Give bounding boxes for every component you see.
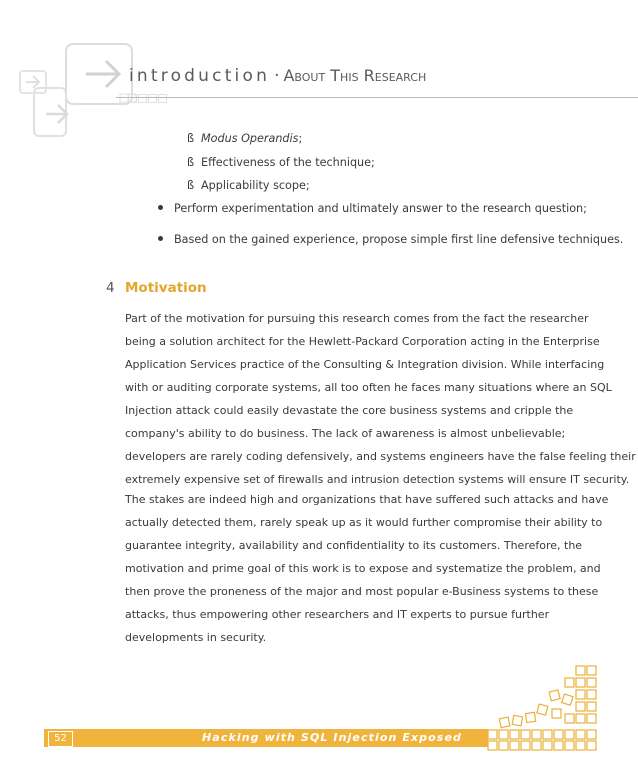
paragraph-line: Application Services practice of the Consulting & Integration division. While interfacing	[125, 358, 605, 371]
paragraph-line: The stakes are indeed high and organizations that have suffered such attacks and have	[125, 493, 609, 506]
paragraph-line: attacks, thus empowering other researchers and IT experts to pursue further	[125, 608, 550, 621]
section-title: Motivation	[125, 280, 207, 296]
header-section: introduction	[129, 66, 271, 86]
arrow-boxes-decoration	[18, 38, 138, 138]
paragraph-line: guarantee integrity, availability and confidentiality to its customers. Therefore, the	[125, 539, 583, 552]
sub-item-marker: ß	[187, 156, 195, 169]
paragraph	[125, 307, 636, 491]
sub-item-marker: ß	[187, 179, 195, 192]
page-number: 52	[48, 731, 73, 747]
paragraph	[125, 488, 609, 649]
header-rule	[116, 97, 638, 98]
bullet-text: Based on the gained experience, propose simple first line defensive techniques.	[174, 233, 624, 246]
sub-item-text: Modus Operandis	[201, 132, 299, 145]
paragraph-line: developers are rarely coding defensively, and systems engineers have the false feeling their	[125, 450, 636, 463]
paragraph-line: then prove the proneness of the major and most popular e-Business systems to these	[125, 585, 599, 598]
paragraph-line: Part of the motivation for pursuing this research comes from the fact the researcher	[125, 312, 589, 325]
footer-book-title: Hacking with SQL Injection Exposed	[202, 731, 462, 744]
paragraph-line: with or auditing corporate systems, all too often he faces many situations where an SQL	[125, 381, 612, 394]
paragraph-line: Injection attack could easily devastate the core business systems and cripple the	[125, 404, 574, 417]
paragraph-line: actually detected them, rarely speak up as it would further compromise their ability to	[125, 516, 603, 529]
paragraph-line: motivation and prime goal of this work is to expose and systematize the problem, and	[125, 562, 601, 575]
sub-item-text: Effectiveness of the technique;	[201, 156, 375, 169]
paragraph-line: being a solution architect for the Hewlett-Packard Corporation acting in the Enterprise	[125, 335, 600, 348]
bullet-dot	[158, 236, 163, 241]
header-separator: ·	[274, 66, 280, 86]
square-mosaic-decoration	[486, 661, 604, 751]
section-number: 4	[106, 280, 115, 296]
running-header	[129, 63, 426, 89]
sub-item-label	[201, 127, 302, 150]
sub-item-text: Applicability scope;	[201, 179, 310, 192]
sub-item-suffix: ;	[298, 132, 303, 145]
sub-item-marker: ß	[187, 132, 195, 145]
paragraph-line: extremely expensive set of firewalls and intrusion detection systems will ensure IT security.	[125, 473, 630, 486]
bullet-text: Perform experimentation and ultimately answer to the research question;	[174, 202, 587, 215]
bullet-dot	[158, 205, 163, 210]
small-squares-decoration	[128, 94, 168, 104]
paragraph-line: developments in security.	[125, 631, 267, 644]
paragraph-line: company's ability to do business. The lack of awareness is almost unbelievable;	[125, 427, 566, 440]
header-title: About This Research	[283, 66, 427, 85]
